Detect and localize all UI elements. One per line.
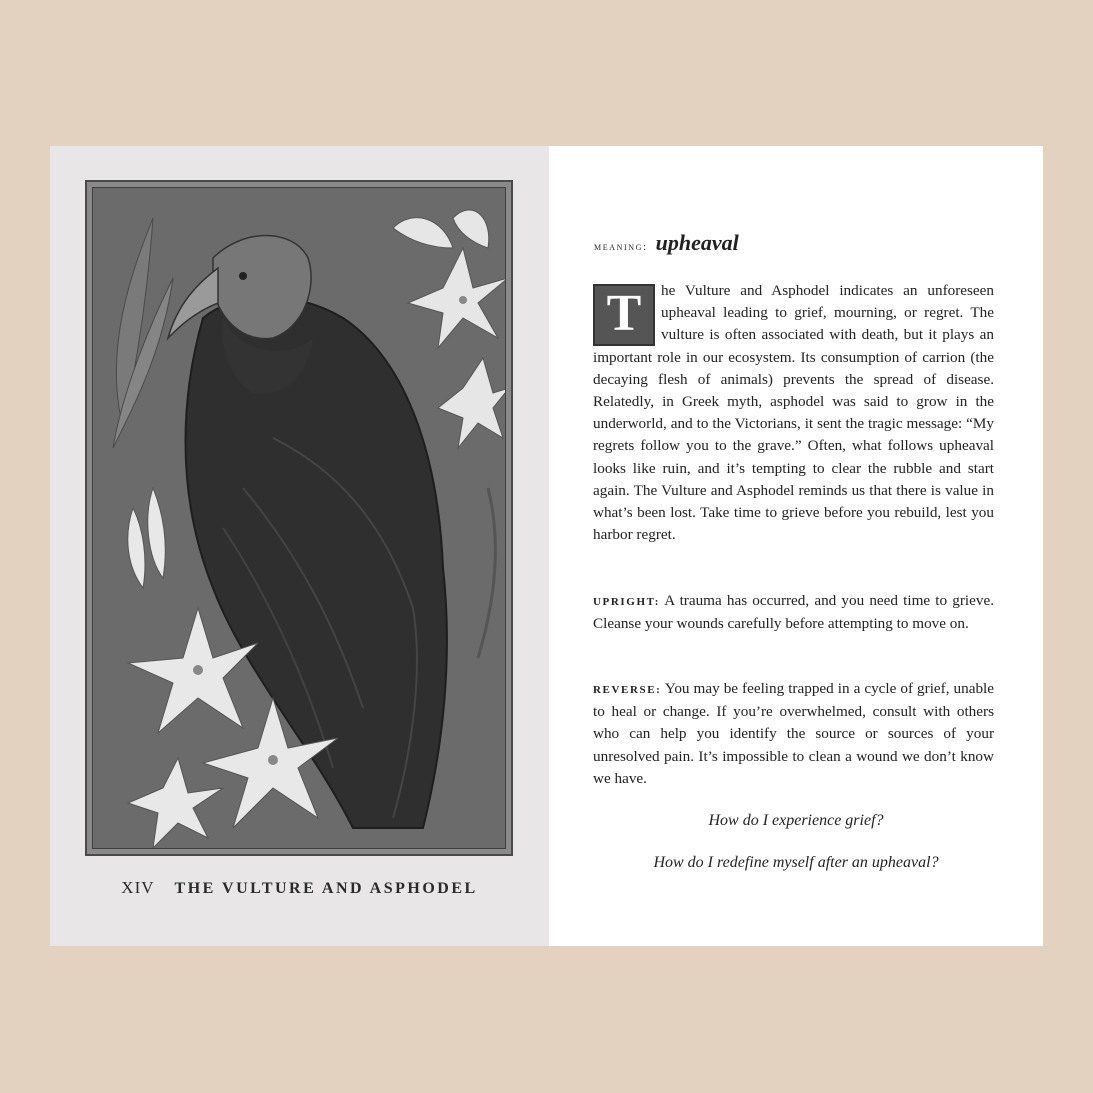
description-paragraph — [593, 280, 994, 546]
reflection-question: How do I experience grief? — [708, 812, 884, 829]
upright-label: UPRIGHT: — [593, 596, 660, 608]
card-title: THE VULTURE AND ASPHODEL — [174, 880, 478, 897]
upright-paragraph — [593, 590, 994, 635]
dropcap-letter: T — [593, 284, 655, 346]
card-numeral: XIV — [121, 878, 155, 897]
meaning-line — [594, 230, 739, 256]
card-caption — [50, 878, 549, 898]
reverse-text: You may be feeling trapped in a cycle of grief, unable to heal or change. If you’re overwhelmed, consult with others who can help you identify the source or sources of your unresolved pain. It’s impossible to clean a wound we don’t know we have. — [593, 680, 995, 787]
tarot-card — [85, 180, 513, 856]
reverse-label: REVERSE: — [593, 684, 662, 696]
reverse-paragraph — [593, 678, 994, 790]
upright-text: A trauma has occurred, and you need time to grieve. Cleanse your wounds carefully before attempting to move on. — [593, 592, 994, 633]
right-page — [549, 146, 1043, 946]
meaning-label: meaning: — [594, 241, 648, 253]
card-illustration — [92, 187, 506, 849]
vulture-asphodel-illustration — [93, 188, 506, 849]
book-spread — [50, 146, 1043, 946]
meaning-value: upheaval — [655, 230, 739, 255]
reflection-question: How do I redefine myself after an upheaval? — [653, 854, 939, 871]
description-text: he Vulture and Asphodel indicates an unforeseen upheaval leading to grief, mourning, or regret. The vulture is often associated with death, but it plays an important role in our ecosystem. Its consumption of carrion (the decaying flesh of animals) prevents the spread of disease. Relatedly, in Greek myth, asphodel was said to grow in the underworld, and to the Victorians, it sent the tragic message: “My regrets follow you to the grave.” Often, what follows upheaval looks like ruin, and it’s tempting to clear the rubble and start again. The Vulture and Asphodel reminds us that there is value in what’s been lost. Take time to grieve before you rebuild, lest you harbor regret. — [593, 282, 994, 544]
left-page — [50, 146, 549, 946]
